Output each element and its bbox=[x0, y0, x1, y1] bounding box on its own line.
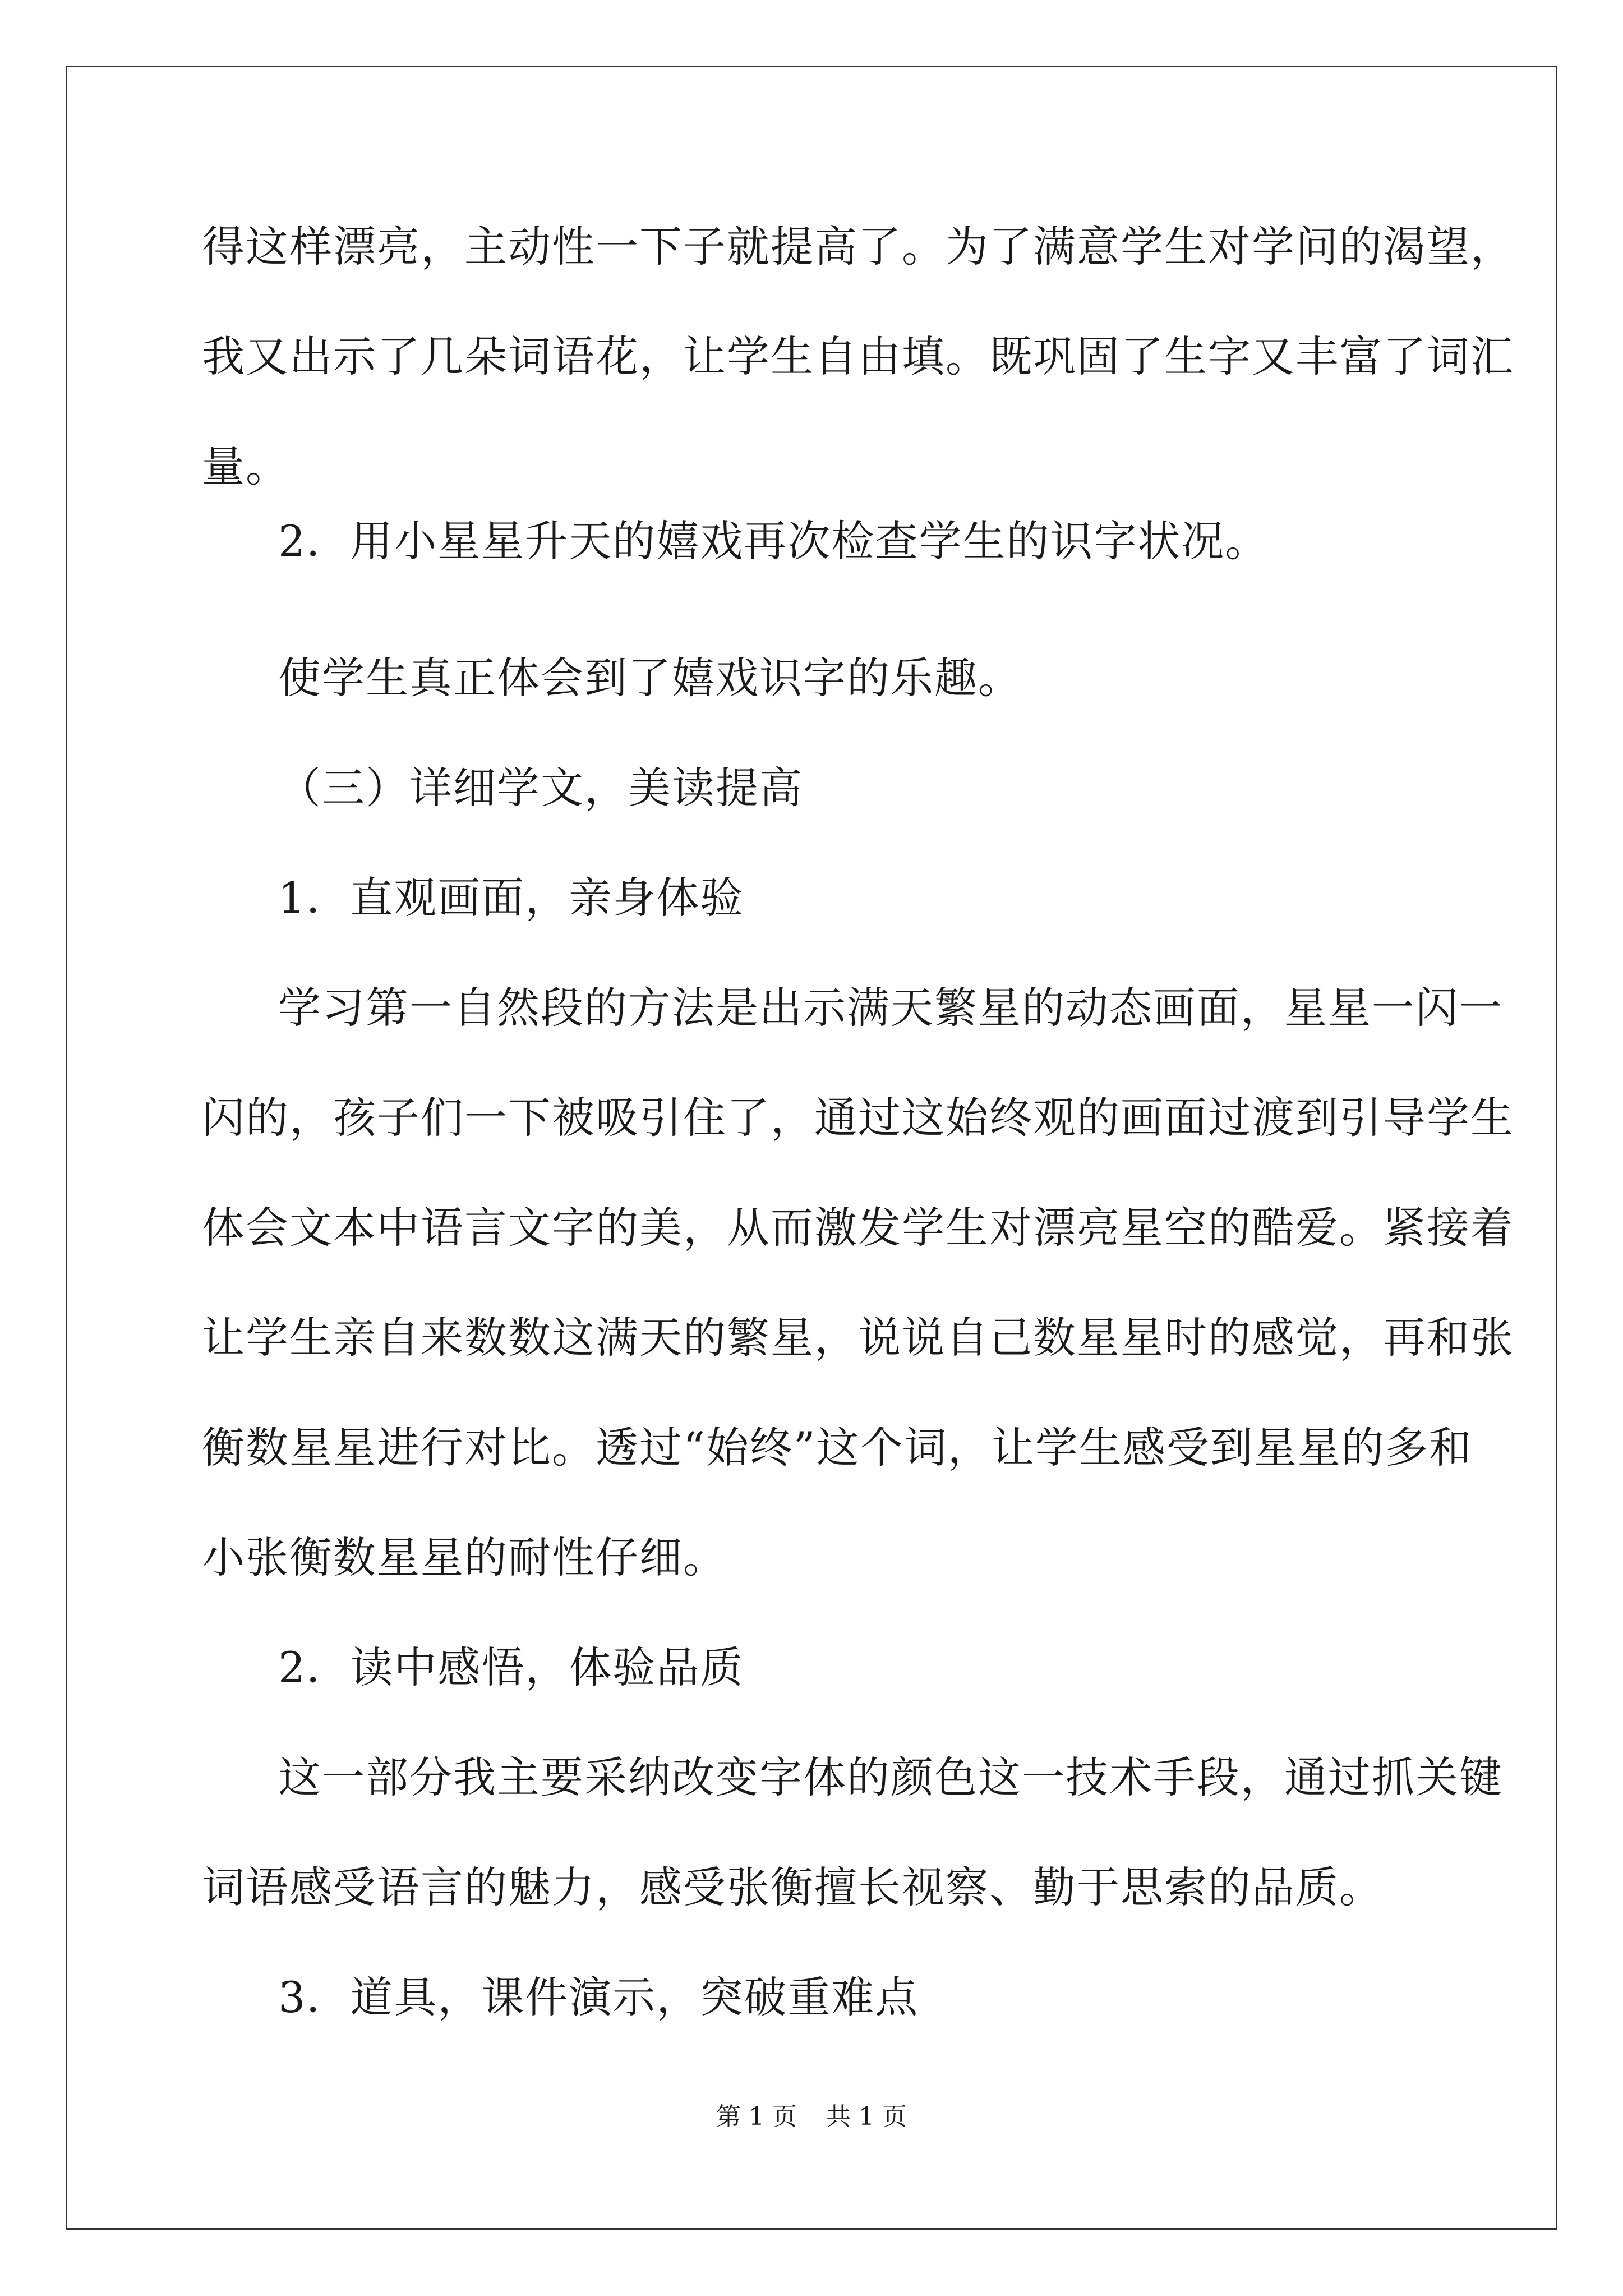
section-heading: （三）详细学文，美读提高 bbox=[278, 763, 803, 813]
subheading-3: 3．道具，课件演示，突破重难点 bbox=[278, 1972, 919, 2022]
text-line-4: 2．用小星星升天的嬉戏再次检查学生的识字状况。 bbox=[278, 516, 1269, 566]
text-line-2: 我又出示了几朵词语花，让学生自由填。既巩固了生字又丰富了词汇 bbox=[202, 332, 1514, 381]
text-line-15: 这一部分我主要采纳改变字体的颜色这一技术手段，通过抓关键 bbox=[278, 1752, 1503, 1802]
text-line-16: 词语感受语言的魅力，感受张衡擅长视察、勤于思索的品质。 bbox=[202, 1862, 1383, 1912]
page-total: 共 1 页 bbox=[826, 2102, 907, 2131]
page-footer bbox=[0, 2100, 1623, 2134]
text-line-8: 学习第一自然段的方法是出示满天繁星的动态画面，星星一闪一 bbox=[278, 983, 1503, 1033]
text-line-12: 衡数星星进行对比。透过“始终”这个词，让学生感受到星星的多和 bbox=[202, 1423, 1473, 1473]
text-line-5: 使学生真正体会到了嬉戏识字的乐趣。 bbox=[278, 653, 1022, 703]
text-line-10: 体会文本中语言文字的美，从而激发学生对漂亮星空的酷爱。紧接着 bbox=[202, 1203, 1514, 1253]
text-line-11: 让学生亲自来数数这满天的繁星，说说自己数星星时的感觉，再和张 bbox=[202, 1313, 1514, 1363]
text-line-1: 得这样漂亮，主动性一下子就提高了。为了满意学生对学问的渴望， bbox=[202, 222, 1514, 272]
text-line-13: 小张衡数星星的耐性仔细。 bbox=[202, 1533, 727, 1582]
text-line-9: 闪的，孩子们一下被吸引住了，通过这始终观的画面过渡到引导学生 bbox=[202, 1093, 1514, 1143]
text-line-3: 量。 bbox=[202, 441, 289, 491]
subheading-1: 1．直观画面，亲身体验 bbox=[278, 873, 744, 923]
page-number: 第 1 页 bbox=[716, 2102, 797, 2131]
subheading-2: 2．读中感悟，体验品质 bbox=[278, 1642, 744, 1692]
